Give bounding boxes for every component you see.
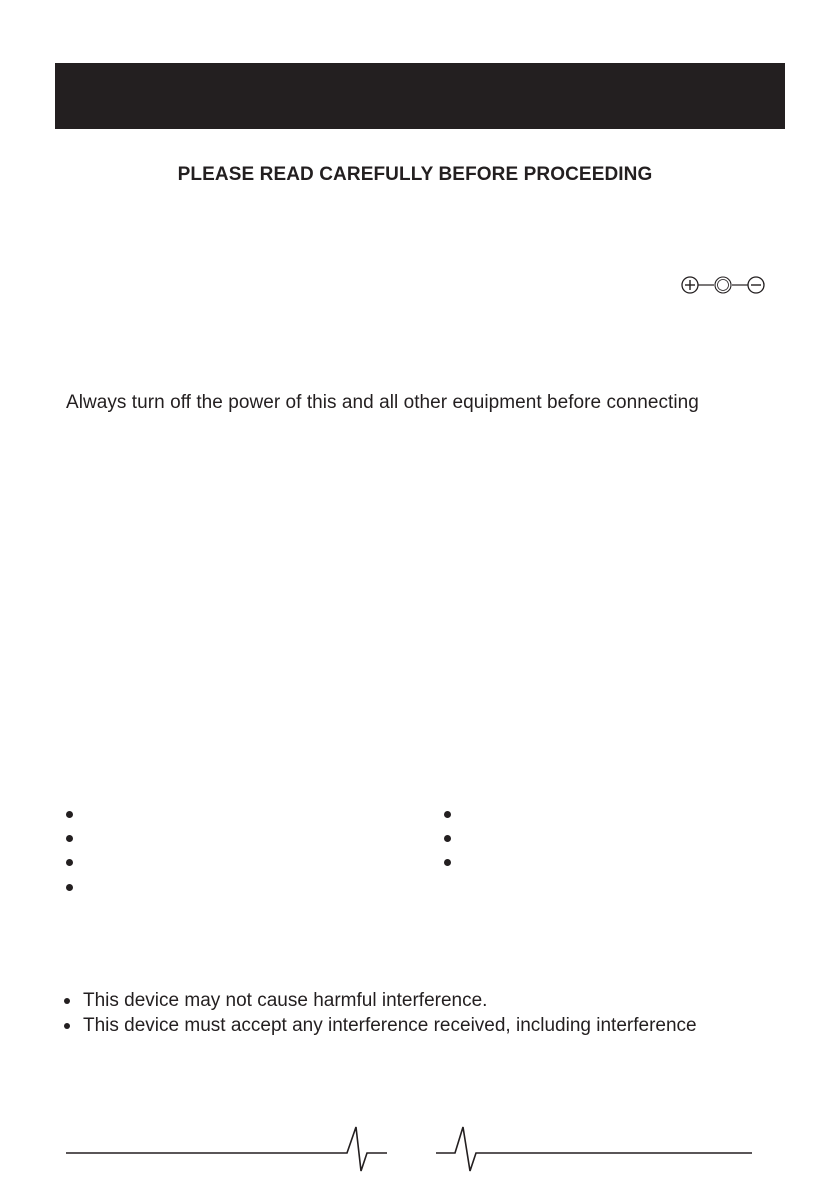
bullet-left-4: [66, 884, 73, 891]
fcc-conditions-list: [64, 988, 697, 1038]
bullet-right-2: [444, 835, 451, 842]
bullet-left-3: [66, 859, 73, 866]
bullet-icon: [64, 998, 70, 1004]
fcc-item-text: This device must accept any interference received, including interference: [83, 1015, 697, 1036]
list-item: [64, 988, 697, 1013]
power-warning-text: Always turn off the power of this and all other equipment before connecting: [66, 392, 699, 413]
footer-zigzag-left: [66, 1126, 390, 1176]
bullet-right-3: [444, 859, 451, 866]
bullet-right-1: [444, 811, 451, 818]
list-item: [64, 1013, 697, 1038]
bullet-left-2: [66, 835, 73, 842]
fcc-item-text: This device may not cause harmful interference.: [83, 990, 488, 1011]
bullet-left-1: [66, 811, 73, 818]
bullet-icon: [64, 1023, 70, 1029]
header-bar: [55, 63, 785, 129]
footer-zigzag-right: [436, 1126, 754, 1176]
page-subtitle: PLEASE READ CAREFULLY BEFORE PROCEEDING: [177, 164, 653, 185]
dc-polarity-icon: [681, 275, 767, 295]
